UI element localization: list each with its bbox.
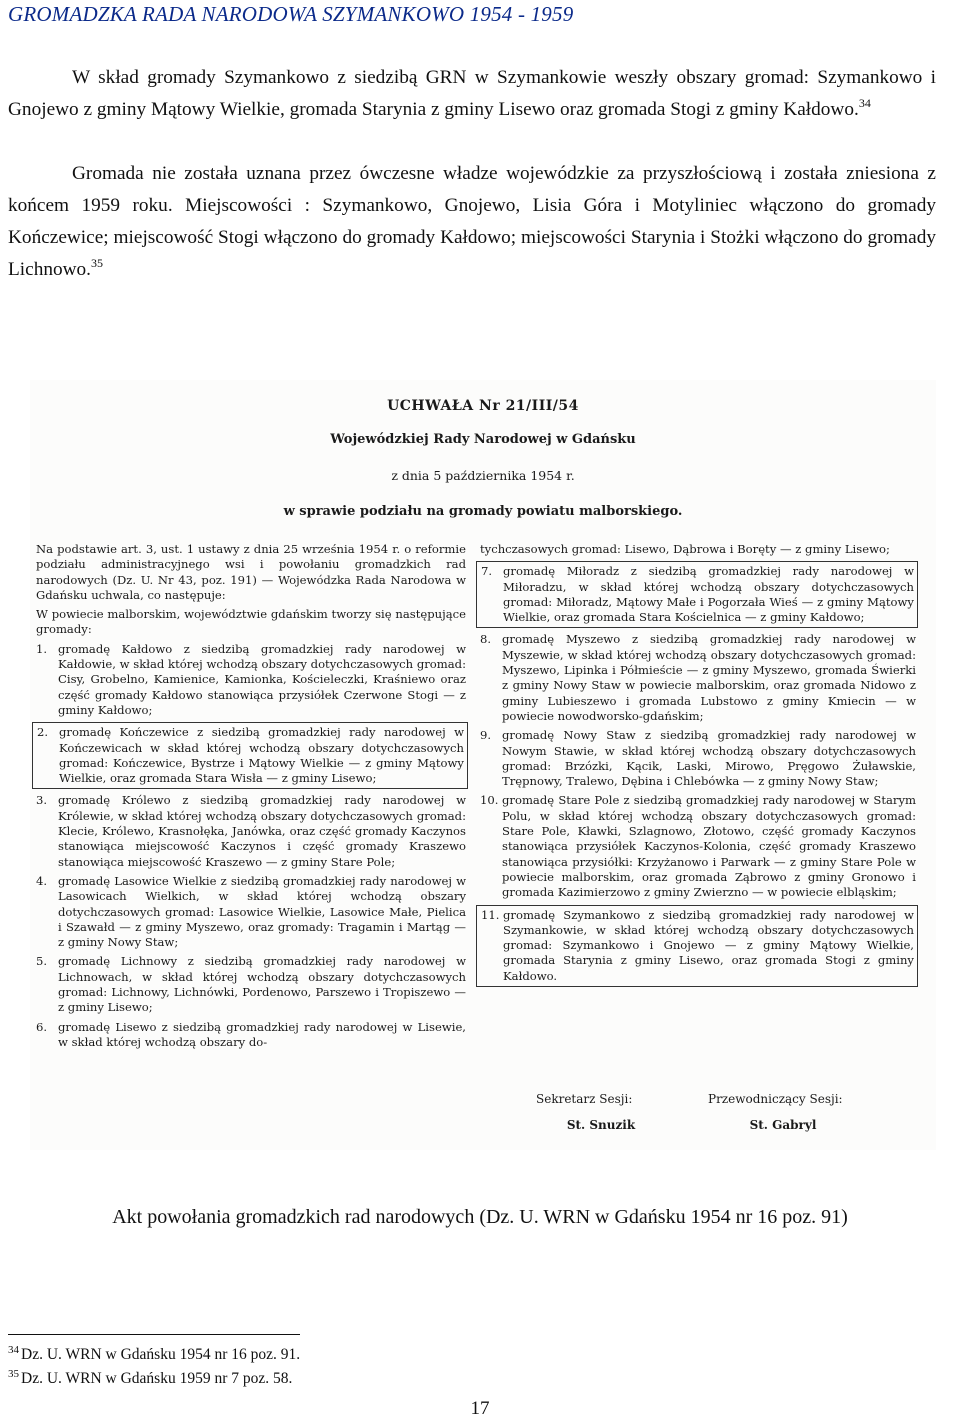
image-caption: Akt powołania gromadzkich rad narodowych (Dz. U. WRN w Gdańsku 1954 nr 16 poz. 91) bbox=[112, 1206, 848, 1228]
secretary-label: Sekretarz Sesji: bbox=[536, 1092, 633, 1106]
resolution-item bbox=[476, 905, 918, 987]
resolution-item-text: gromadę Szymankowo z siedzibą gromadzkiej rady narodowej w Szymankowie, w skład której wchodzą obszary dotychczasowych gromad: Szymankowo i Gnojewo — z gminy Mątowy Wielkie, gromada Starynia z gminy Lisewo, oraz gromada Stogi z gminy Kałdowo. bbox=[503, 907, 914, 983]
page-heading: GROMADZKA RADA NARODOWA SZYMANKOWO 1954 - 1959 bbox=[8, 2, 574, 26]
resolution-item-text: gromadę Lisewo z siedzibą gromadzkiej rady narodowej w Lisewie, w skład której wchodzą obszary do- bbox=[58, 1019, 466, 1049]
resolution-item-number: 2. bbox=[37, 725, 49, 740]
resolution-item-text: gromadę Stare Pole z siedzibą gromadzkiej rady narodowej w Starym Polu, w skład której wchodzą obszary dotychczasowych gromad: Stare Pole, Kławki, Szlagnowo, Złotowo, część gromady Kaczynos stanowiąca przysiółek Kaczynos-Kolonia, część gromady Kraszewo stanowiąca przysiółki: Krzyżanowo i Parwark — z gminy Stare Pole w powiecie malborskim, oraz gromada Ząbrowo z gminy Gronowo i gromada Kazimierzowo z gminy Zwierzno — w powiecie elbląskim; bbox=[502, 793, 916, 900]
resolution-item-number: 7. bbox=[481, 564, 493, 579]
scanned-resolution-image bbox=[30, 380, 936, 1150]
intro-paragraph bbox=[8, 62, 936, 126]
resolution-item-number: 5. bbox=[36, 954, 48, 969]
footnote-35-text: Dz. U. WRN w Gdańsku 1959 nr 7 poz. 58. bbox=[21, 1370, 293, 1387]
resolution-item-number: 4. bbox=[36, 873, 48, 888]
footnote-35 bbox=[8, 1370, 292, 1388]
resolution-subject: w sprawie podziału na gromady powiatu malborskiego. bbox=[283, 504, 683, 519]
chair-label: Przewodniczący Sesji: bbox=[708, 1092, 843, 1106]
intro-paragraph-text: W skład gromady Szymankowo z siedzibą GRN w Szymankowie weszły obszary gromad: Szymankowo i Gnojewo z gminy Mątowy Wielkie, gromada Starynia z gminy Lisewo oraz gromada Stogi z gminy Kałdowo. bbox=[8, 67, 936, 120]
resolution-item-number: 1. bbox=[36, 641, 48, 656]
resolution-item-text: gromadę Królewo z siedzibą gromadzkiej rady narodowej w Królewie, w skład której wchodzą obszary dotychczasowych gromad: Klecie, Królewo, Krasnołęka, Janówka, oraz część gromady Kaczynos stanowiąca miejscowość Kaczynos i część gromady Kraszewo stanowiąca miejscowość Kraszewo — z gminy Stare Pole; bbox=[58, 793, 466, 869]
resolution-title: UCHWAŁA Nr 21/III/54 bbox=[387, 398, 579, 414]
footnote-34-text: Dz. U. WRN w Gdańsku 1954 nr 16 poz. 91. bbox=[21, 1346, 301, 1363]
resolution-item-number: 10. bbox=[480, 793, 499, 808]
footnote-ref-34[interactable]: 34 bbox=[858, 96, 871, 110]
resolution-item-text: gromadę Myszewo z siedzibą gromadzkiej rady narodowej w Myszewie, w skład której wchodzą obszary dotychczasowych gromad: Myszewo, Lipinka i Półmieście — z gminy Myszewo, gromada Świerki z gminy Nowy Staw w powiecie malborskim, oraz gromada Nidowo z gminy Lubieszewo i gromada Lubstowo z gminy Kmiecin — w powiecie nowodworsko-gdańskim; bbox=[502, 632, 916, 723]
resolution-item bbox=[36, 1020, 466, 1051]
right-item-list bbox=[480, 561, 916, 987]
dissolution-paragraph-text: Gromada nie została uznana przez ówczesne władze wojewódzkie za przyszłościową i została zniesiona z końcem 1959 roku. Miejscowości : Szymankowo, Gnojewo, Lisia Góra i Motyliniec włączono do gromady Kończewice; miejscowość Stogi włączono do gromady Kałdowo; miejscowości Starynia i Stożki włączono do gromady Lichnowo. bbox=[8, 163, 936, 280]
resolution-item-number: 9. bbox=[480, 728, 492, 743]
resolution-item-number: 11. bbox=[481, 907, 500, 922]
resolution-item bbox=[480, 793, 916, 900]
resolution-right-lead: tychczasowych gromad: Lisewo, Dąbrowa i Boręty — z gminy Lisewo; bbox=[480, 542, 890, 556]
page-number: 17 bbox=[470, 1398, 490, 1419]
left-item-list bbox=[36, 642, 466, 1050]
resolution-left-column bbox=[36, 542, 466, 1054]
resolution-item-number: 3. bbox=[36, 793, 48, 808]
footnote-34 bbox=[8, 1346, 300, 1364]
resolution-item bbox=[480, 728, 916, 789]
resolution-item-text: gromadę Kończewice z siedzibą gromadzkiej rady narodowej w Kończewicach w skład której wchodzą obszary dotychczasowych gromad: Kończewice, Bystrze i Mątowy Wielkie — z gminy Mątowy Wielkie, oraz gromada Stara Wisła — z gminy Lisewo; bbox=[59, 725, 464, 786]
resolution-intro: Na podstawie art. 3, ust. 1 ustawy z dnia 25 września 1954 r. o reformie podziału administracyjnego wsi i powołaniu gromadzkich rad narodowych (Dz. U. Nr 43, poz. 191) — Wojewódzka Rada Narodowa w Gdańsku uchwala, co następuje: bbox=[36, 542, 466, 602]
resolution-district: W powiecie malborskim, województwie gdańskim tworzy się następujące gromady: bbox=[36, 607, 466, 637]
secretary-name: St. Snuzik bbox=[566, 1118, 636, 1132]
resolution-item bbox=[480, 632, 916, 724]
resolution-item bbox=[36, 642, 466, 718]
dissolution-paragraph bbox=[8, 158, 936, 286]
resolution-item bbox=[36, 954, 466, 1015]
footnote-35-number: 35 bbox=[8, 1368, 19, 1380]
resolution-item-text: gromadę Miłoradz z siedzibą gromadzkiej rady narodowej w Miłoradzu, w skład której wchodzą obszary dotychczasowych gromad: Miłoradz, Mątowy Małe i Pogorzała Wieś — z gminy Mątowy Wielkie, oraz gromada Stara Kościelnica — z gminy Kałdowo; bbox=[503, 564, 914, 625]
footnote-ref-35[interactable]: 35 bbox=[91, 256, 103, 270]
resolution-body: Wojewódzkiej Rady Narodowej w Gdańsku bbox=[330, 432, 636, 447]
resolution-item-text: gromadę Lasowice Wielkie z siedzibą gromadzkiej rady narodowej w Lasowicach Wielkich, w skład której wchodzą obszary dotychczasowych gromad: Lasowice Wielkie, Lasowice Małe, Pielica i Szawałd — z gminy Myszewo, oraz gromady: Tragamin i Martąg — z gminy Nowy Staw; bbox=[58, 873, 466, 950]
resolution-item bbox=[476, 561, 918, 628]
footnote-separator bbox=[8, 1334, 300, 1335]
resolution-item bbox=[36, 793, 466, 869]
secretary-signature bbox=[536, 1092, 666, 1132]
footnote-34-number: 34 bbox=[8, 1344, 19, 1356]
resolution-date: z dnia 5 października 1954 r. bbox=[391, 468, 575, 483]
resolution-item bbox=[32, 722, 468, 789]
chair-name: St. Gabryl bbox=[749, 1118, 817, 1132]
resolution-item-text: gromadę Lichnowy z siedzibą gromadzkiej rady narodowej w Lichnowach, w skład której wchodzą obszary dotychczasowych gromad: Lichnowy, Lichnówki, Pordenowo, Parszewo i Tropiszewo — z gminy Lisewo; bbox=[58, 954, 466, 1015]
resolution-item-text: gromadę Kałdowo z siedzibą gromadzkiej rady narodowej w Kałdowie, w skład której wchodzą obszary dotychczasowych gromad: Cisy, Grobelno, Kamienice, Kamionka, Kościeleczki, Kraśniewo oraz część gromady Kałdowo stanowiąca przysiółek Czerwone Stogi — z gminy Kałdowo; bbox=[58, 641, 466, 717]
resolution-item-number: 6. bbox=[36, 1019, 48, 1034]
resolution-item bbox=[36, 874, 466, 950]
resolution-right-column bbox=[480, 542, 916, 991]
chair-signature bbox=[708, 1092, 858, 1132]
resolution-item-text: gromadę Nowy Staw z siedzibą gromadzkiej rady narodowej w Nowym Stawie, w skład której wchodzą obszary dotychczasowych gromad: Brzózki, Kącik, Laski, Mirowo, Pręgowo Żuławskie, Trępnowy, Tralewo, Dębina i Chlebówka — z gminy Nowy Staw; bbox=[502, 728, 916, 789]
resolution-item-number: 8. bbox=[480, 632, 492, 647]
